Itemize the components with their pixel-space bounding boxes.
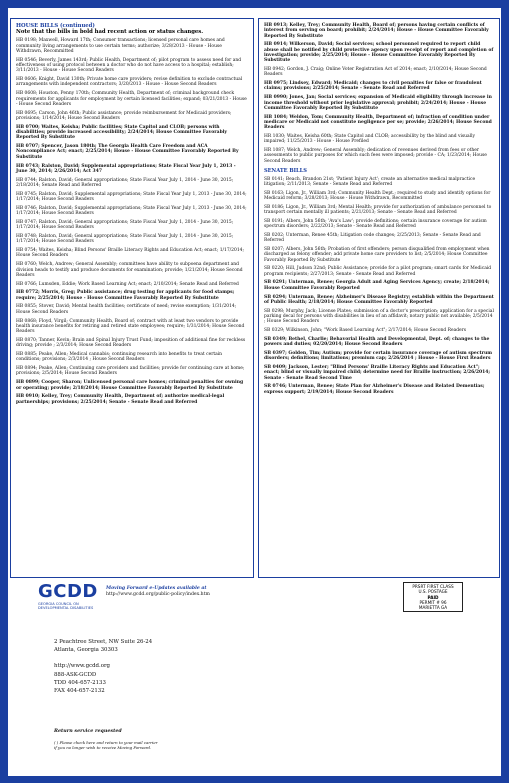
mf-link[interactable]: http://www.gcdd.org/public-policy/index.htm [106, 592, 210, 597]
bill-entry: SB 0191; Albers, John 56th; 'Ava's Law'; provide definitions; certain insurance coverage for autism spectrum disorders; 2/22/2013; Senate - Senate Read and Referred [264, 218, 487, 230]
bill-entry: HR 1087; Welch, Andrew; General Assembly; dedication of revenues derived from fees or other assessments to public purposes for which such fees were imposed; provide - CA; 1/23/2014; House Second Readers [264, 148, 487, 164]
address-line: 2 Peachtree Street, NW Suite 26-24 [54, 639, 153, 645]
bill-entry: HB 0198; Maxwell, Howard 17th; Consumer transactions; licensed personal care homes and community living arrangements to use certain terms; authorize; 3/28/2013 - House - House Withdrawn, Recommitted [16, 38, 225, 54]
bill-entry: HB 0855; Stover, David; Mental health facilities; certificate of need; revise exemption; 1/31/2014; House Second Readers [16, 304, 237, 315]
senate-bill-list [264, 177, 494, 396]
house-bills-header: HOUSE BILLS (continued) [16, 23, 95, 29]
phone-line: 888-ASK-GCDD [54, 671, 97, 678]
bill-entry: SB 0349; Bethel, Charlie; Behavorial Health and Developmental, Dept. of; changes to the powers and duties; 02/20/2014; House Second Readers [264, 336, 490, 348]
return-service-requested: Return service requested [54, 728, 122, 734]
right-bill-list [264, 23, 494, 164]
bill-entry: HB 0608; Houston, Penny 170th; Community Health, Department of; criminal background check requirements for applicants for employment by certain licensed facilities; expand; 03/21/2013 - House - House Second Readers [16, 91, 247, 107]
bill-entry: HB 0914; Wilkerson, David; Social services; school personnel required to report child abuse shall be notified by child protective agency upon receipt of report and completion of investigation; provide; 2/25/2014; House - House Committee Favorably Reported By Substitute [264, 42, 494, 64]
gcdd-logo [38, 580, 100, 620]
bill-entry: HB 0754; Waites, Keisha; Blind Persons' Braille Literacy Rights and Education Act; enact; 1/17/2014; House Second Readers [16, 248, 244, 259]
permit-line: PAID [427, 594, 439, 600]
logo-subtitle: GEORGIA COUNCIL ON DEVELOPMENTAL DISABILITIES [38, 602, 94, 610]
bill-entry: SB 0291; Unterman, Renee; Georgia Adult and Aging Services Agency; create; 2/18/2014; House Committee Favorably Reported [264, 280, 490, 291]
bill-entry: SB 0141; Beach, Brandon 21st; 'Patient Injury Act'; create an alternative medical malpractice litigation; 2/11/2013; Senate - Senate Read and Referred [264, 176, 476, 187]
address-line: Atlanta, Georgia 30303 [54, 647, 118, 654]
bill-entry: SB 0163; Ligon, Jr., William 3rd; Community Health Dept.; required to study and identify options for Medicaid reform; 3/28/2013; House - House Withdrawn, Recommitted [264, 190, 491, 201]
fax-line: FAX 404-657-2132 [54, 688, 105, 695]
bill-entry: HB 0975; Lindsey, Edward; Medicaid; changes to civil penalties for false or fraudulent claims; provisions; 2/25/2014; Senate - Senate Read and Referred [264, 81, 482, 92]
bill-entry: HB 0546; Beverly, James 143rd; Public Health, Department of; pilot program to assess need for and effectiveness of using protocol between a doctor who do not have access to a hospital; establish; 3/11/2013 - House - House Second Readers [16, 57, 242, 74]
bill-entry: SB 0298; Murphy, Jack; License Plates; submission of a doctor's prescription; application for a special parking decal for persons with disabilities in lieu of an affidavit; notary public not available; 2/5/2014 ; House Second Readers [264, 308, 494, 325]
bill-entry: HB 1084; Weldon, Tom; Community Health, Department of; infraction of condition under medicare or Medicaid not constitute negligence per se; provide; 2/26/2014; House Second Readers [264, 114, 492, 131]
bill-entry: HB 0910; Kelley, Trey; Community Health, Department of; authorize medical-legal partnerships; provisions; 2/25/2014; Senate - Senate Read and Referred [16, 394, 225, 405]
bill-entry: HB 0894; Peake, Allen; Continuing care providers and facilities; provide for continuing care at home; provisions; 2/5/2014; House Second Readers [16, 366, 245, 377]
bill-entry: HB 0870; Tanner, Kevin; Brain and Spinal Injury Trust Fund; imposition of additional fine for reckless driving; provide ; 2/3/2014; House Second Readers [16, 337, 246, 349]
bill-entry: SB 0186; Ligon, Jr., William 3rd; Mental Health; provide for authorization of ambulance personnel to transport certain mentally ill patients; 2/21/2013; Senate - Senate Read and Referred [264, 204, 492, 216]
bill-entry: HB 0899; Cooper, Sharon; Unlicensed personal care homes; criminal penalties for owning or operating; provide; 2/18/2014; House Committee Favorably Reported By Substitute [16, 380, 244, 391]
bill-entry: HB 0743; Ralston, David; Supplemental appropriations; State Fiscal Year July 1, 2013 - June 30, 2014; 2/26/2014; Act 347 [16, 163, 236, 174]
left-bill-list [16, 38, 248, 405]
mf-line1: Moving Forward e-Updates available at [106, 586, 207, 591]
bill-entry: SB 0294; Unterman, Renee; Alzheimer's Disease Registry; establish within the Department of Public Health; 2/18/2014; House Committee Favorably Reported [264, 294, 494, 305]
logo-text: GCDD [38, 581, 98, 602]
bill-entry: HB 0747; Ralston, David; General appropriations; State Fiscal Year July 1, 2014 - June 30, 2015; 1/17/2014; House Second Readers [16, 219, 234, 231]
bill-entry: HB 0695; Carson, John 46th; Public assistance; provide reimbursement for Medicaid providers; provisions; 1/14/2014; House Second Readers [16, 110, 232, 121]
mailing-footer [8, 580, 501, 776]
moving-forward-note [106, 586, 210, 598]
tdd-line: TDD 404-657-2133 [54, 679, 106, 686]
bill-entry: HB 0746; Ralston, David; Supplemental appropriations; State Fiscal Year July 1, 2013 - June 30, 2014; 1/17/2014; House Second Readers [16, 205, 247, 217]
bill-entry: SB 0409; Jackson, Lester; "Blind Persons' Braille Literacy Rights and Education Act"; enact; blind or visually impaired child; determine need for Braille instruction; 2/26/2014; Senate - Senate Read Second Time [264, 365, 491, 381]
bill-entry: HB 0748; Ralston, David; General appropriations; State Fiscal Year July 1, 2014 - June 30, 2015; 1/17/2014; House Second Readers [16, 234, 234, 245]
permit-line: U.S. POSTAGE [418, 589, 448, 595]
right-column [258, 18, 500, 578]
left-column [10, 18, 254, 578]
permit-line: MARIETTA GA [418, 605, 448, 611]
bill-entry: HB 0772; Morris, Greg; Public assistance; drug testing for applicants for food stamps; require; 2/25/2014; House - House Committee Favorably Reported By Substitute [16, 290, 235, 301]
bill-entry: SB 0397; Golden, Tim; Autism; provide for certain insurance coverage of autism spectrum disorders; definitions; limitations; premium cap; 2/26/2014 ; House - House First Readers [264, 350, 492, 362]
bill-entry: SB 0202; Unterman, Renee 45th; Litigation code changes; 2/25/2013; Senate - Senate Read and Referred [264, 232, 481, 244]
bill-entry: HB 0700; Waites, Keisha; Public facilities; State Capitol and CLOB; persons with disabilities; provide increased accessibility; 2/24/2014; House Committee Favorably Reported By Substitute [16, 124, 228, 141]
bill-entry: HB 0766; Lumsden, Eddie; Work Based Learning Act; enact; 2/10/2014; Senate Read and Referred [16, 281, 239, 287]
opt-out-note [54, 740, 254, 750]
website-link[interactable]: http://www.gcdd.org [54, 663, 110, 670]
permit-line: PRSRT FIRST CLASS [412, 584, 454, 589]
bill-entry: HB 0885; Peake, Allen; Medical cannabis; continuing research into benefits to treat certain conditions; provisions; 2/3/2014 ; House Second Readers [16, 352, 223, 363]
bill-entry: HB 0760; Welch, Andrew; General Assembly; committees have ability to subpoena department and division heads to testify and produce documents for examination; provide; 1/21/2014; House Second Readers [16, 262, 243, 278]
address-line [54, 654, 152, 662]
bill-entry: HB 0942; Gordon, J. Craig; Online Voter Registration Act of 2014; enact; 2/10/2014; House Second Readers [264, 67, 487, 78]
bill-entry: SR 0746; Unterman, Renee; State Plan for Alzheimer's Disease and Related Dementias; express support; 2/19/2014; House Second Readers [264, 384, 485, 395]
bill-entry: HB 0990; Jones, Jan; Social services; expansion of Medicaid eligibility through increase in income threshold without prior legislative approval; prohibit; 2/24/2014; House - House Committee Favorably Reported By Substitute [264, 95, 492, 111]
bill-entry: HB 0707; Spencer, Jason 180th; The Georgia Health Care Freedom and ACA Noncompliance Act; enact; 2/25/2014; House - House Committee Favorably Reported By Substitute [16, 144, 239, 160]
return-address [54, 638, 152, 695]
newsletter-page [8, 8, 501, 776]
bill-entry: HR 1030; Waites, Keisha 60th; State Capitol and CLOB; accessibility by the blind and visually impaired; 11/25/2013 - House - House Prefiled [264, 134, 476, 145]
bill-entry: HB 0868; Floyd, Virgil; Community Health, Board of; contract with at least two vendors to provide health insurance benefits for retiring and retired state employees; require; 1/31/2014; House Second Readers [16, 318, 245, 335]
bill-entry: HB 0745; Ralston, David; Supplemental appropriations; State Fiscal Year July 1, 2013 - June 30, 2014; 1/17/2014; House Second Readers [16, 191, 247, 203]
postage-permit [403, 582, 463, 612]
bill-entry: SB 0329; Wilkinson, John; "Work Based Learning Act"; 2/17/2014; House Second Readers [264, 328, 467, 334]
opt-out-line1: ( ) Please check here and return to your mail carrier [54, 740, 158, 745]
senate-bills-header: SENATE BILLS [264, 167, 307, 174]
permit-line: PERMIT # 96 [419, 599, 447, 605]
opt-out-line2: if you no longer wish to receive Moving Forward. [54, 745, 152, 751]
bill-entry: HB 0606; Knight, David 130th; Private home care providers; revise definition to exclude contractual arrangements with independent contractors; 3/20/2013 - House - House Second Readers [16, 77, 243, 88]
bill-entry: HB 0913; Kelley, Trey; Community Health, Board of; persons having certain conflicts of interest from serving on board; prohibit; 2/24/2014; House - House Committee Favorably Reported By Substitute [264, 23, 489, 39]
bold-note: Note that the bills in bold had recent action or status changes. [16, 29, 204, 36]
bill-entry: SB 0207; Albers, John 56th; Probation of first offenders; person disqualified from employment when discharged as felony offender; add private home care providers to list; 2/5/2014; House Committee Favorably Reported By Substitute [264, 247, 490, 263]
bill-entry: SB 0220; Hill, Judson 32nd; Public Assistance; provide for a pilot program; smart cards for Medicaid program recipients; 2/27/2013; Senate - Senate Read and Referred [264, 266, 492, 277]
bill-entry: HB 0744; Ralston, David; General appropriations; State Fiscal Year July 1, 2014 - June 30, 2015; 2/18/2014; Senate Read and Referred [16, 177, 234, 188]
